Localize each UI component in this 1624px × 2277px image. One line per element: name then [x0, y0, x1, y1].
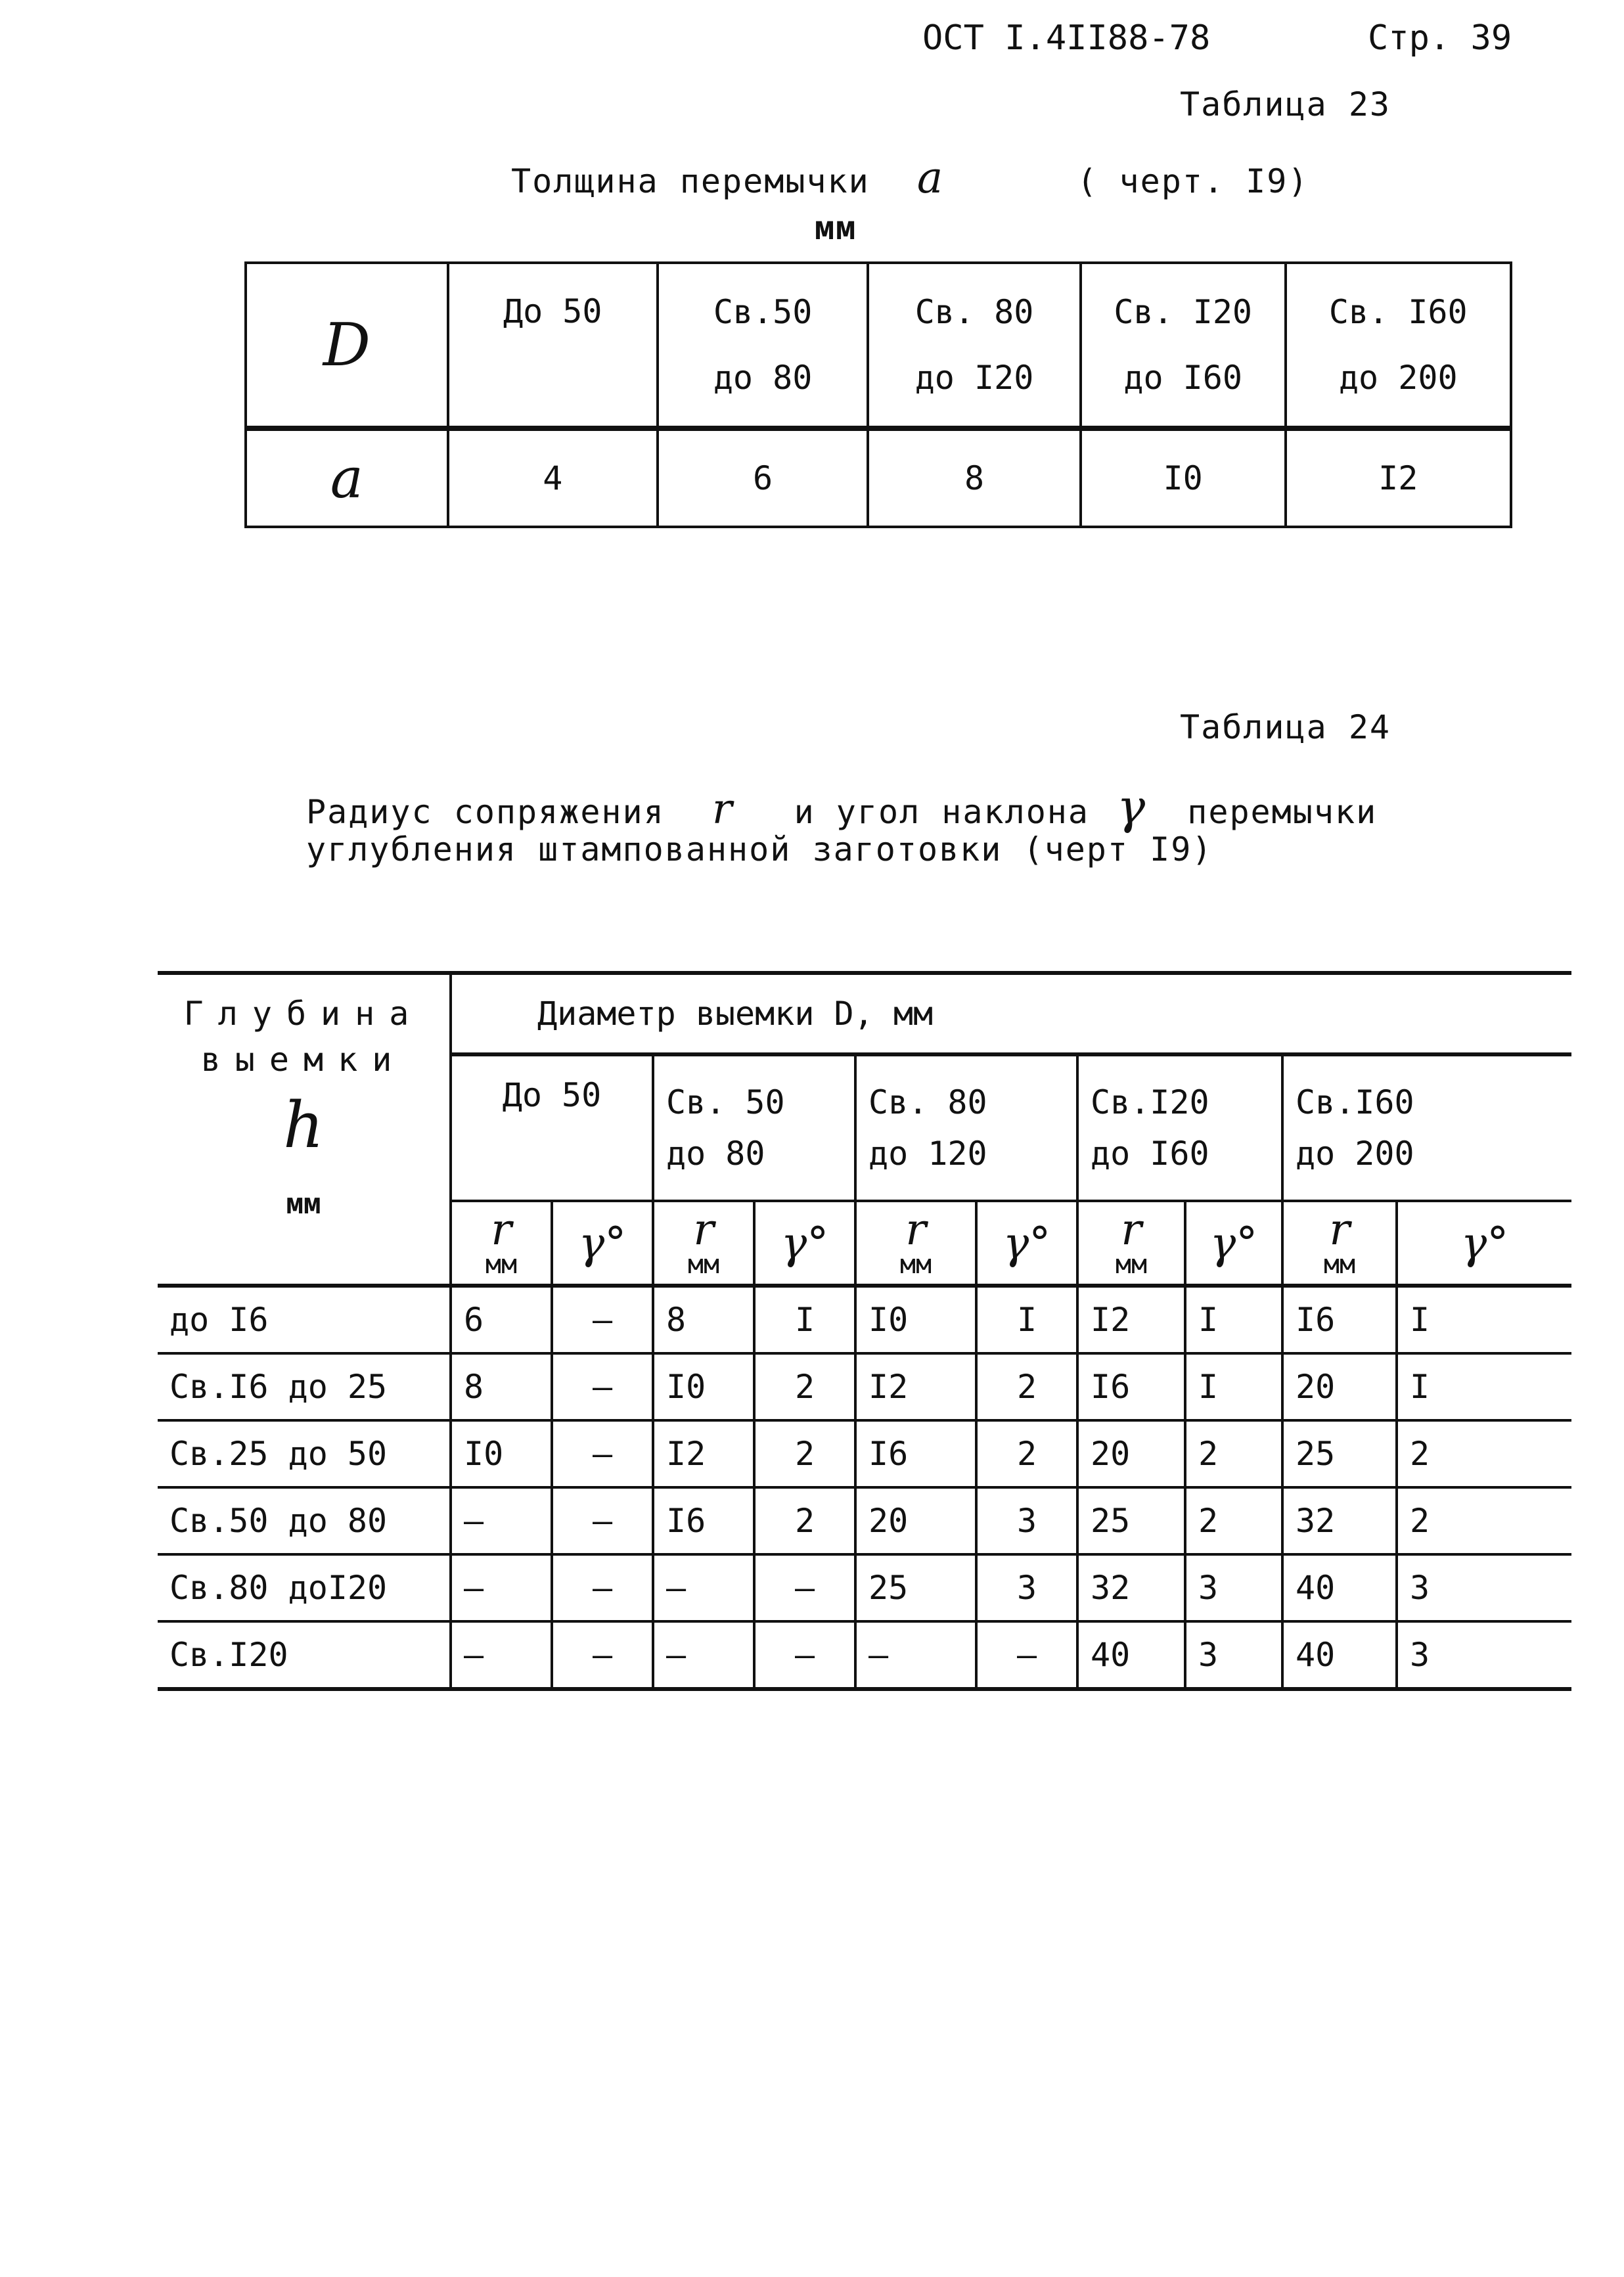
table23-col-0 [448, 263, 658, 428]
sub-gamma [1185, 1201, 1282, 1286]
cell: I6 [855, 1420, 976, 1487]
cell: – [976, 1621, 1077, 1689]
table23-col-4 [1286, 263, 1511, 428]
cell: I [754, 1286, 855, 1353]
doc-number: ОСТ I.4II88-78 [922, 18, 1211, 58]
cell: 3 [1397, 1621, 1571, 1689]
table-row [158, 1554, 1571, 1621]
table24-title-line2: углубления штампованной заготовки (черт I9) [306, 830, 1213, 868]
cell: 2 [976, 1353, 1077, 1420]
cell: 40 [1282, 1621, 1397, 1689]
table23-unit: мм [815, 209, 857, 247]
cell: – [552, 1420, 653, 1487]
table23-title-ref: ( черт. I9) [1077, 162, 1309, 200]
table24-title-part-a: Радиус сопряжения [306, 793, 665, 831]
cell: 2 [754, 1487, 855, 1554]
cell: I2 [855, 1353, 976, 1420]
depth-cell: Св.25 до 50 [158, 1420, 451, 1487]
cell: I2 [1077, 1286, 1185, 1353]
gamma-symbol: γ [1117, 779, 1147, 834]
table-row [158, 1621, 1571, 1689]
table23-title [511, 152, 1309, 203]
cell: 8 [653, 1286, 754, 1353]
table23-col-2 [868, 263, 1081, 428]
cell: I2 [653, 1420, 754, 1487]
cell: 25 [855, 1554, 976, 1621]
table23-value: 8 [868, 428, 1081, 527]
group-2-line1: Св. 80 [868, 1083, 987, 1121]
table23-col-4-line2: до 200 [1338, 359, 1458, 397]
table23 [244, 261, 1512, 528]
cell: – [754, 1554, 855, 1621]
cell: 8 [451, 1353, 552, 1420]
cell: I6 [653, 1487, 754, 1554]
cell: – [855, 1621, 976, 1689]
table23-row-d [246, 263, 1511, 428]
sub-r [855, 1201, 976, 1286]
group-1 [653, 1054, 855, 1201]
cell: I0 [653, 1353, 754, 1420]
table23-value: 6 [658, 428, 868, 527]
cell: 32 [1077, 1554, 1185, 1621]
cell: 2 [754, 1353, 855, 1420]
r-symbol: r [1329, 1204, 1350, 1255]
group-4 [1282, 1054, 1571, 1201]
depth-cell: Св.80 доI20 [158, 1554, 451, 1621]
group-3-line2: до I60 [1091, 1135, 1209, 1173]
depth-cell: Св.I20 [158, 1621, 451, 1689]
cell: I [976, 1286, 1077, 1353]
group-0 [451, 1054, 653, 1201]
cell: 2 [1397, 1487, 1571, 1554]
sub-r [653, 1201, 754, 1286]
table-row [158, 1420, 1571, 1487]
cell: I [1397, 1353, 1571, 1420]
depth-unit: мм [286, 1187, 321, 1221]
cell: I0 [451, 1420, 552, 1487]
r-symbol: r [1121, 1204, 1142, 1255]
cell: 3 [976, 1554, 1077, 1621]
cell: 20 [1282, 1353, 1397, 1420]
table23-title-text: Толщина перемычки [511, 162, 870, 200]
cell: I0 [855, 1286, 976, 1353]
table23-col-2-line2: до I20 [914, 359, 1034, 397]
group-2-line2: до 120 [868, 1135, 987, 1173]
table24-title-line1 [306, 779, 1377, 834]
cell: – [552, 1621, 653, 1689]
cell: 2 [1185, 1487, 1282, 1554]
sub-gamma [1397, 1201, 1571, 1286]
group-1-line2: до 80 [666, 1135, 765, 1173]
table23-header-d [246, 263, 448, 428]
table23-value: I2 [1286, 428, 1511, 527]
gamma-symbol: γ° [1460, 1217, 1509, 1269]
cell: 2 [1185, 1420, 1282, 1487]
table-row [158, 1353, 1571, 1420]
r-symbol: r [491, 1204, 512, 1255]
cell: 20 [1077, 1420, 1185, 1487]
depth-cell: до I6 [158, 1286, 451, 1353]
cell: 3 [1185, 1621, 1282, 1689]
sub-gamma [976, 1201, 1077, 1286]
group-4-line2: до 200 [1296, 1135, 1414, 1173]
r-symbol: r [711, 785, 734, 834]
cell: 32 [1282, 1487, 1397, 1554]
cell: – [653, 1554, 754, 1621]
table23-col-0-line1: До 50 [503, 292, 602, 330]
cell: 25 [1282, 1420, 1397, 1487]
table-row [158, 1286, 1571, 1353]
cell: 40 [1282, 1554, 1397, 1621]
cell: – [552, 1353, 653, 1420]
sub-r [451, 1201, 552, 1286]
table24-title-part-b: и угол наклона [794, 793, 1089, 831]
sub-r-unit: мм [687, 1250, 720, 1280]
cell: – [552, 1487, 653, 1554]
depth-header-line1: Глубина [183, 995, 424, 1033]
table23-value: 4 [448, 428, 658, 527]
page-number: Стр. 39 [1368, 18, 1512, 58]
table23-header-a [246, 428, 448, 527]
sub-r-unit: мм [1115, 1250, 1148, 1280]
cell: – [552, 1554, 653, 1621]
cell: – [451, 1621, 552, 1689]
gamma-symbol: γ° [1003, 1217, 1051, 1269]
table24-label: Таблица 24 [1180, 708, 1391, 746]
table23-label: Таблица 23 [1180, 85, 1391, 124]
table23-row-a [246, 428, 1511, 527]
sub-r [1077, 1201, 1185, 1286]
sub-gamma [754, 1201, 855, 1286]
table23-col-3 [1081, 263, 1286, 428]
depth-header [158, 973, 451, 1286]
group-1-line1: Св. 50 [666, 1083, 785, 1121]
depth-cell: Св.I6 до 25 [158, 1353, 451, 1420]
cell: – [653, 1621, 754, 1689]
table23-col-1 [658, 263, 868, 428]
cell: 20 [855, 1487, 976, 1554]
table23-col-1-line1: Св.50 [713, 293, 813, 331]
cell: 3 [1397, 1554, 1571, 1621]
table23-col-1-line2: до 80 [713, 359, 813, 397]
cell: 2 [1397, 1420, 1571, 1487]
gamma-symbol: γ° [1209, 1217, 1258, 1269]
cell: – [552, 1286, 653, 1353]
sub-r-unit: мм [899, 1250, 932, 1280]
diameter-header: Диаметр выемки D, мм [451, 973, 1571, 1054]
cell: 6 [451, 1286, 552, 1353]
group-4-line1: Св.I60 [1296, 1083, 1414, 1121]
r-symbol: r [905, 1204, 926, 1255]
table24-header-row-1 [158, 973, 1571, 1054]
depth-cell: Св.50 до 80 [158, 1487, 451, 1554]
cell: I [1397, 1286, 1571, 1353]
depth-header-line2: выемки [200, 1041, 407, 1079]
table23-col-2-line1: Св. 80 [914, 293, 1034, 331]
sub-r [1282, 1201, 1397, 1286]
cell: 2 [976, 1420, 1077, 1487]
table23-col-3-line2: до I60 [1123, 359, 1242, 397]
d-symbol: D [323, 310, 371, 380]
table23-col-3-line1: Св. I20 [1114, 293, 1253, 331]
cell: I [1185, 1353, 1282, 1420]
group-3-line1: Св.I20 [1091, 1083, 1209, 1121]
cell: – [451, 1554, 552, 1621]
cell: 40 [1077, 1621, 1185, 1689]
table23-col-4-line1: Св. I60 [1328, 293, 1468, 331]
cell: I [1185, 1286, 1282, 1353]
cell: 2 [754, 1420, 855, 1487]
table-row [158, 1487, 1571, 1554]
cell: 3 [1185, 1554, 1282, 1621]
cell: I6 [1077, 1353, 1185, 1420]
sub-gamma [552, 1201, 653, 1286]
group-3 [1077, 1054, 1282, 1201]
r-symbol: r [693, 1204, 714, 1255]
h-symbol: h [283, 1089, 324, 1162]
cell: 3 [976, 1487, 1077, 1554]
sub-r-unit: мм [485, 1250, 518, 1280]
sub-r-unit: мм [1323, 1250, 1356, 1280]
gamma-symbol: γ° [578, 1217, 627, 1269]
group-0-line1: До 50 [502, 1076, 602, 1114]
cell: I6 [1282, 1286, 1397, 1353]
table23-value: I0 [1081, 428, 1286, 527]
cell: 25 [1077, 1487, 1185, 1554]
table24-title-part-c: перемычки [1187, 793, 1378, 831]
group-2 [855, 1054, 1077, 1201]
cell: – [451, 1487, 552, 1554]
gamma-symbol: γ° [780, 1217, 829, 1269]
cell: – [754, 1621, 855, 1689]
a-symbol: a [330, 446, 363, 510]
a-symbol: a [916, 152, 945, 203]
table24 [158, 971, 1571, 1691]
